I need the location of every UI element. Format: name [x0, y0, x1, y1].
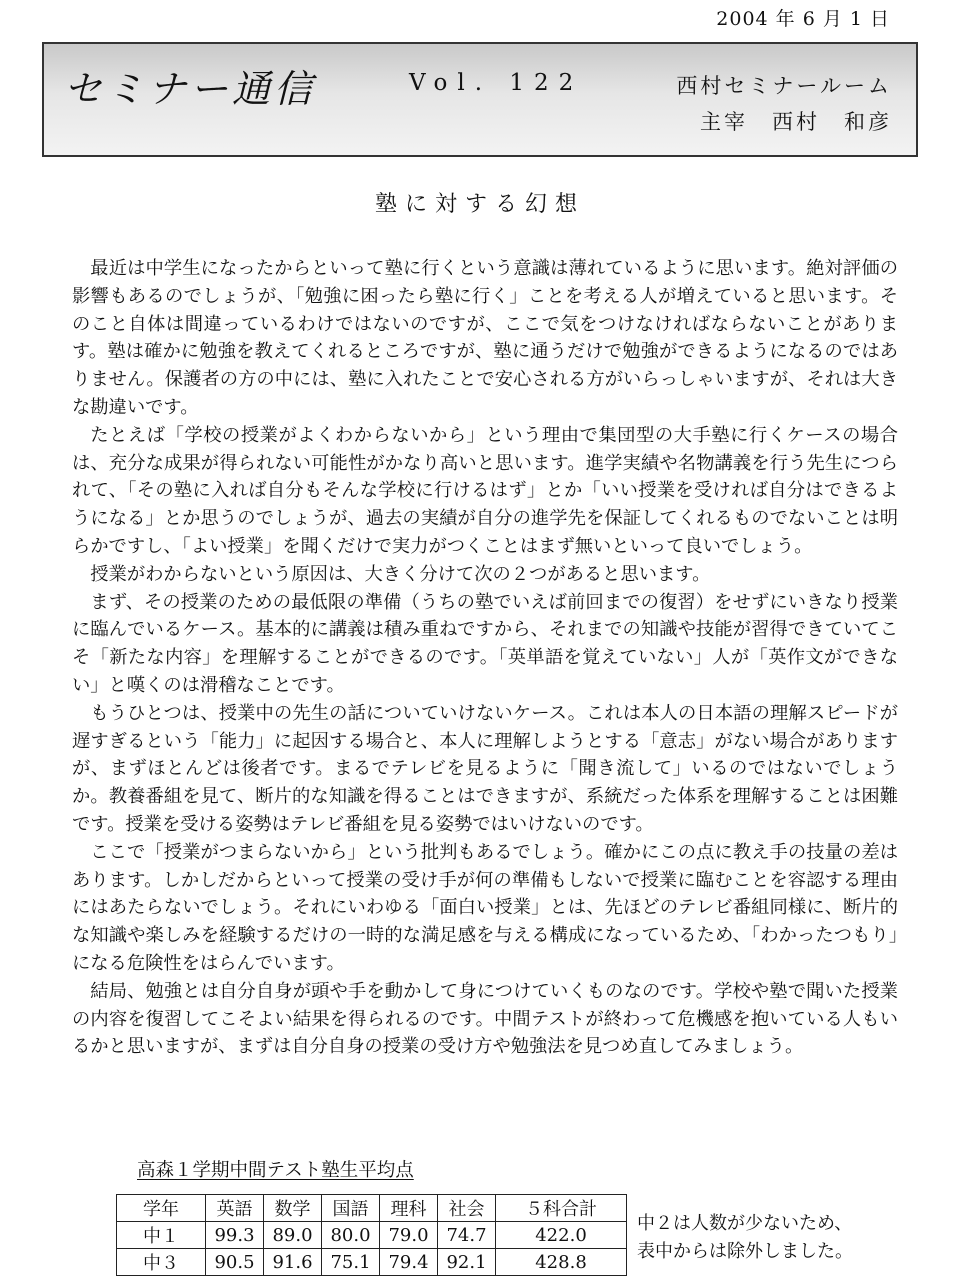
header-cell: 国語 — [322, 1195, 380, 1222]
table-header-row — [117, 1195, 627, 1222]
header-cell: 理科 — [380, 1195, 438, 1222]
date: 2004 年 6 月 1 日 — [716, 8, 890, 30]
table-cell: 99.3 — [206, 1222, 264, 1249]
paragraph: 結局、勉強とは自分自身が頭や手を動かして身につけていくものなのです。学校や塾で聞いた授業の内容を復習してこそよい結果を得られるのです。中間テストが終わって危機感を抱いている人もいるかと思いますが、まずは自分自身の授業の受け方や勉強法を見つめ直してみましょう。 — [72, 980, 898, 1058]
table-cell: 中３ — [117, 1249, 206, 1276]
table-cell: 80.0 — [322, 1222, 380, 1249]
table-row — [117, 1249, 627, 1276]
table-cell: 89.0 — [264, 1222, 322, 1249]
volume-number: Vol. 122 — [409, 70, 584, 96]
article-body — [72, 255, 898, 1061]
paragraph: 授業がわからないという原因は、大きく分けて次の２つがあると思います。 — [90, 563, 711, 585]
table-cell: 75.1 — [322, 1249, 380, 1276]
table-cell: 92.1 — [438, 1249, 496, 1276]
paragraph: 最近は中学生になったからといって塾に行くという意識は薄れているように思います。絶対評価の影響もあるのでしょうが、「勉強に困ったら塾に行く」ことを考える人が増えていると思います。そのこと自体は間違っているわけではないのですが、ここで気をつけなければならないことがあります。塾は確かに勉強を教えてくれるところですが、塾に通うだけで勉強ができるようになるのではありません。保護者の方の中には、塾に入れたことで安心される方がいらっしゃいますが、それは大きな勘違いです。 — [72, 258, 898, 418]
organization-name: 西村セミナールーム — [676, 74, 892, 98]
table-cell: 中１ — [117, 1222, 206, 1249]
newsletter-title: セミナー通信 — [64, 67, 317, 111]
table-note — [637, 1210, 853, 1266]
paragraph: ここで「授業がつまらないから」という批判もあるでしょう。確かにこの点に教え手の技量の差はあります。しかしだからといって授業の受け手が何の準備もしないで授業に臨むことを容認する理由にはあたらないでしょう。それにいわゆる「面白い授業」とは、先ほどのテレビ番組同様に、断片的な知識や楽しみを経験するだけの一時的な満足感を与える構成になっているため、「わかったつもり」になる危険性をはらんでいます。 — [72, 841, 898, 974]
score-table — [116, 1194, 627, 1276]
paragraph: まず、その授業のための最低限の準備（うちの塾でいえば前回までの復習）をせずにいきなり授業に臨んでいるケース。基本的に講義は積み重ねですから、それまでの知識や技能が習得できていてこそ「新たな内容」を理解することができるのです。「英単語を覚えていない」人が「英作文ができない」と嘆くのは滑稽なことです。 — [72, 591, 898, 696]
header-cell: ５科合計 — [496, 1195, 627, 1222]
table-cell: 74.7 — [438, 1222, 496, 1249]
article-title: 塾に対する幻想 — [374, 192, 585, 217]
newsletter-header — [42, 42, 918, 157]
header-cell: 社会 — [438, 1195, 496, 1222]
table-title: 高森１学期中間テスト塾生平均点 — [137, 1160, 414, 1181]
table-cell: 79.0 — [380, 1222, 438, 1249]
header-cell: 英語 — [206, 1195, 264, 1222]
table-cell: 79.4 — [380, 1249, 438, 1276]
table-row — [117, 1222, 627, 1249]
organizer-name: 主宰 西村 和彦 — [700, 110, 892, 134]
header-cell: 学年 — [117, 1195, 206, 1222]
note-line: 表中からは除外しました。 — [637, 1241, 853, 1262]
table-cell: 428.8 — [496, 1249, 627, 1276]
paragraph: たとえば「学校の授業がよくわからないから」という理由で集団型の大手塾に行くケースの場合は、充分な成果が得られない可能性がかなり高いと思います。進学実績や名物講義を行う先生につられて、「その塾に入れば自分もそんな学校に行けるはず」とか「いい授業を受ければ自分はできるようになる」とか思うのでしょうが、過去の実績が自分の進学先を保証してくれるものでないことは明らかですし、「よい授業」を聞くだけで実力がつくことはまず無いといって良いでしょう。 — [72, 424, 898, 557]
header-cell: 数学 — [264, 1195, 322, 1222]
note-line: 中２は人数が少ないため、 — [637, 1213, 853, 1234]
table-cell: 90.5 — [206, 1249, 264, 1276]
table-cell: 422.0 — [496, 1222, 627, 1249]
table-cell: 91.6 — [264, 1249, 322, 1276]
paragraph: もうひとつは、授業中の先生の話についていけないケース。これは本人の日本語の理解スピードが遅すぎるという「能力」に起因する場合と、本人に理解しようとする「意志」がない場合がありますが、まずほとんどは後者です。まるでテレビを見るように「聞き流して」いるのではないでしょうか。教養番組を見て、断片的な知識を得ることはできますが、系統だった体系を理解することは困難です。授業を受ける姿勢はテレビ番組を見る姿勢ではいけないのです。 — [72, 702, 898, 835]
